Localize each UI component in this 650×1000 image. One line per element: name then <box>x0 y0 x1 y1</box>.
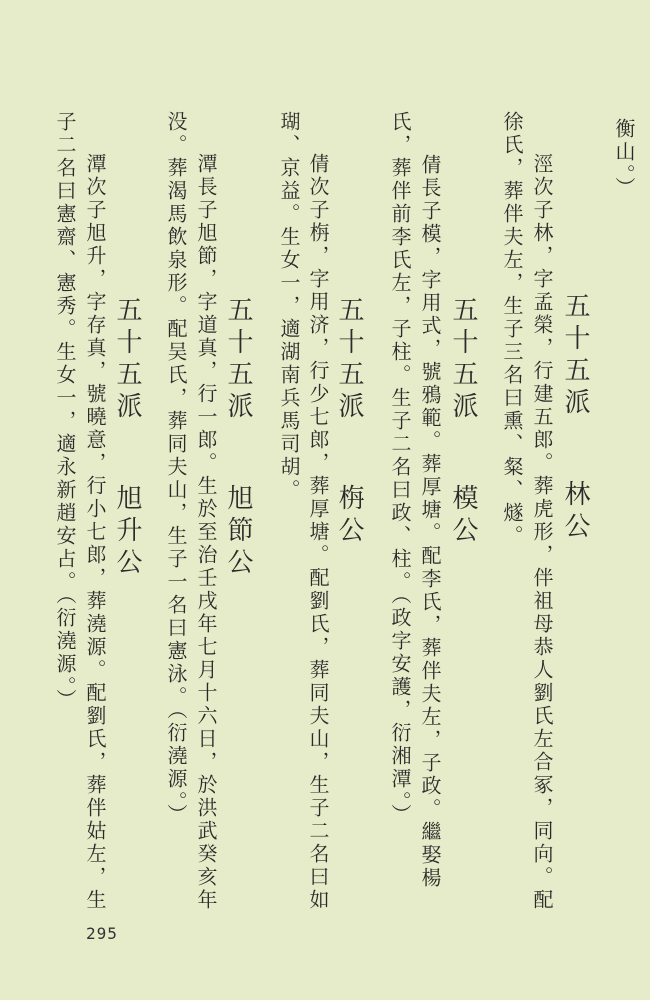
text-column-8: 潭長子旭節，字道真，行一郎。生於至治壬戌年七月十六日，於洪武癸亥年 <box>194 153 218 912</box>
text-column-6: 倩次子栴，字用济，行少七郎，葬厚塘。配劉氏，葬同夫山，生子二名曰如 <box>306 153 330 912</box>
heading-mo-gong <box>450 296 476 548</box>
heading-xusheng-gong <box>114 296 140 580</box>
heading-generation: 五十五派 <box>223 296 253 424</box>
heading-name: 林公 <box>560 480 590 544</box>
heading-generation: 五十五派 <box>112 296 142 424</box>
text-column-1: 衡山。） <box>612 118 636 200</box>
heading-name: 旭升公 <box>112 484 142 580</box>
heading-generation: 五十五派 <box>560 292 590 420</box>
heading-name: 旭節公 <box>223 484 253 580</box>
heading-zhan-gong <box>336 296 362 548</box>
heading-generation: 五十五派 <box>334 296 364 424</box>
heading-name: 栴公 <box>334 484 364 548</box>
text-column-5: 氏，葬伴前李氏左，子柱。生子二名曰政、柱。（政字安護，衍湘潭。） <box>388 111 412 827</box>
heading-lin-gong <box>562 292 588 544</box>
text-column-7: 瑚、京益。生女一，適湖南兵馬司胡。 <box>277 111 301 502</box>
heading-xujie-gong <box>225 296 251 580</box>
text-column-9: 没。葬渴馬飲泉形。配吴氏，葬同夫山，生子一名曰憲泳。（衍澆源。） <box>164 111 188 827</box>
heading-generation: 五十五派 <box>448 296 478 424</box>
text-column-3: 徐氏，葬伴夫左，生子三名曰熏、粲、燧。 <box>500 111 524 548</box>
text-column-2: 涇次子林，字孟榮，行建五郎。葬虎形，伴祖母恭人劉氏左合冢，同向。配 <box>530 153 554 912</box>
text-column-4: 倩長子模，字用式，號鴉範。葬厚塘。配李氏，葬伴夫左，子政。繼娶楊 <box>418 154 442 890</box>
text-column-11: 子二名曰憲齋、憲秀。生女一，適永新趙安占。（衍澆源。） <box>53 111 77 712</box>
text-column-10: 潭次子旭升，字存真，號曉意，行小七郎，葬澆源。配劉氏，葬伴姑左，生 <box>83 153 107 912</box>
heading-name: 模公 <box>448 484 478 548</box>
page-number: 295 <box>86 924 118 943</box>
